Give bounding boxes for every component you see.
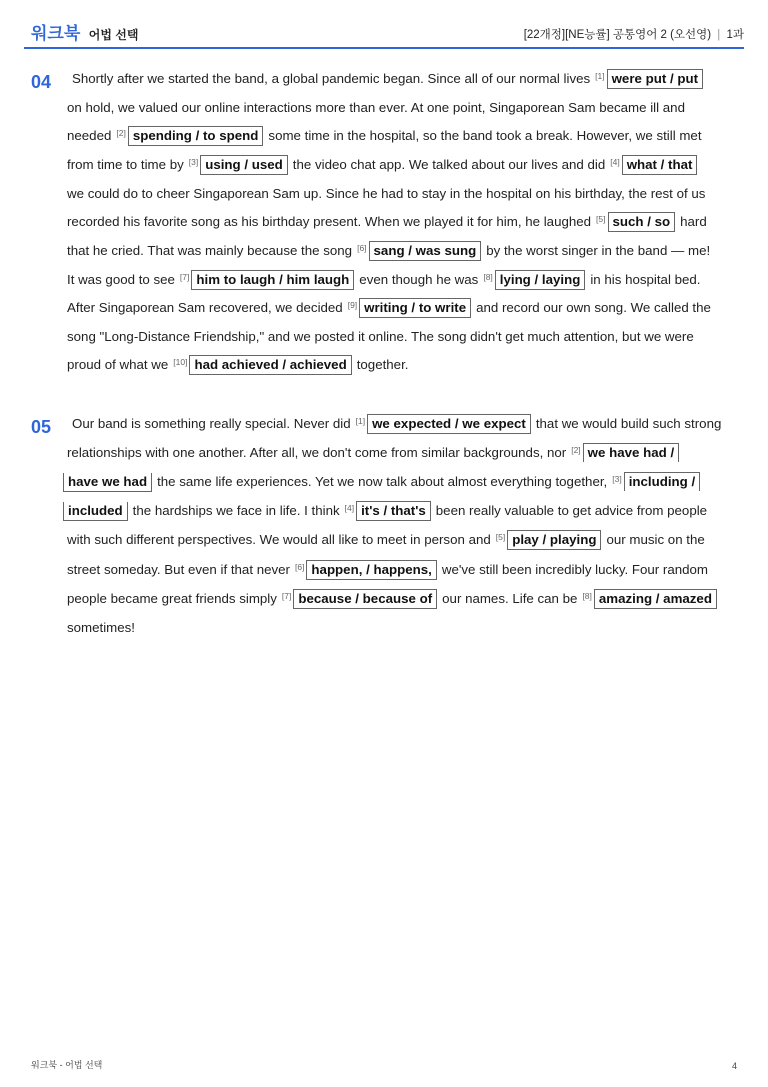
q04-text: on hold, we valued our online interactions more than ever. At one point, Singaporean Sam became ill and: [67, 100, 685, 115]
q04-text: the video chat app. We talked about our lives and did: [292, 157, 606, 172]
choice-box[interactable]: happen, / happens,: [306, 560, 436, 580]
brand-title: 워크북: [31, 24, 81, 43]
q05-line-1: [72, 414, 721, 434]
blank-number: [10]: [173, 357, 188, 367]
q05-line-3: [63, 472, 700, 492]
q04-text: in his hospital bed.: [590, 272, 701, 287]
page-number: 4: [731, 1061, 737, 1071]
brand-subtitle: 어법 선택: [88, 28, 139, 42]
choice-box[interactable]: such / so: [608, 212, 676, 232]
q05-text: relationships with one another. After all, we don't come from similar backgrounds, nor: [67, 445, 567, 460]
q04-line-6: [67, 212, 707, 232]
q04-text: needed: [67, 128, 112, 143]
course-info: [524, 26, 744, 42]
blank-number: [1]: [355, 416, 366, 426]
lesson-label: 1과: [726, 29, 744, 41]
q05-text: been really valuable to get advice from people: [435, 503, 708, 518]
choice-box[interactable]: have we had: [63, 473, 152, 492]
blank-number: [6]: [294, 562, 305, 572]
brand: [31, 19, 138, 44]
q04-line-9: [67, 298, 711, 318]
q05-line-5: [67, 530, 705, 550]
blank-number: [2]: [571, 445, 581, 455]
choice-box[interactable]: were put / put: [607, 69, 703, 89]
blank-number: [5]: [596, 214, 606, 224]
choice-box[interactable]: it's / that's: [356, 501, 431, 521]
q04-text: It was good to see: [67, 272, 175, 287]
q04-text: some time in the hospital, so the band took a break. However, we still met: [268, 128, 702, 143]
choice-box[interactable]: amazing / amazed: [594, 589, 717, 609]
page-header: [31, 18, 744, 48]
choice-box[interactable]: play / playing: [507, 530, 601, 550]
q04-text: by the worst singer in the band — me!: [486, 243, 711, 258]
q04-text: together.: [356, 357, 409, 372]
question-number-05: 05: [31, 417, 52, 437]
blank-number: [4]: [610, 157, 620, 167]
course-title: [22개정][NE능률] 공통영어 2 (오선영): [523, 29, 712, 41]
q05-line-7: [67, 589, 717, 609]
choice-box[interactable]: him to laugh / him laugh: [191, 270, 354, 290]
choice-box[interactable]: we expected / we expect: [367, 414, 531, 434]
q04-text: and record our own song. We called the: [476, 300, 711, 315]
blank-number: [5]: [495, 532, 506, 542]
q04-text: that he cried. That was mainly because the song: [67, 243, 353, 258]
header-divider: [24, 47, 744, 49]
q04-text: Shortly after we started the band, a global pandemic began. Since all of our normal lives: [72, 71, 591, 86]
blank-number: [8]: [582, 591, 592, 601]
q04-text: hard: [680, 214, 707, 229]
choice-box[interactable]: writing / to write: [359, 298, 471, 318]
choice-box[interactable]: what / that: [622, 155, 698, 175]
q05-text: Our band is something really special. Never did: [72, 416, 351, 431]
choice-box[interactable]: using / used: [200, 155, 288, 175]
blank-number: [2]: [116, 128, 126, 138]
q04-line-3: [67, 126, 702, 146]
q05-text: sometimes!: [67, 620, 135, 635]
q05-line-2: [67, 443, 679, 463]
choice-box[interactable]: because / because of: [293, 589, 437, 609]
q05-text: that we would build such strong: [535, 416, 722, 431]
q05-text: with such different perspectives. We would all like to meet in person and: [67, 532, 491, 547]
q04-line-2: [67, 98, 685, 118]
blank-number: [3]: [188, 157, 199, 167]
q05-line-4: [63, 501, 707, 521]
blank-number: [7]: [281, 591, 292, 601]
q04-text: song "Long-Distance Friendship," and we posted it online. The song didn't get much attention, but we were: [67, 329, 694, 344]
q04-line-5: [67, 184, 705, 204]
q04-line-4: [67, 155, 697, 175]
choice-box[interactable]: sang / was sung: [369, 241, 482, 261]
q04-text: from time to time by: [67, 157, 184, 172]
q04-line-11: [67, 355, 408, 375]
choice-box[interactable]: we have had /: [583, 443, 679, 462]
choice-box[interactable]: had achieved / achieved: [189, 355, 351, 375]
q04-line-1: [72, 69, 703, 89]
q05-text: street someday. But even if that never: [67, 562, 290, 577]
q04-text: proud of what we: [67, 357, 169, 372]
q05-text: people became great friends simply: [67, 591, 277, 606]
q04-line-10: [67, 327, 694, 347]
q04-line-7: [67, 241, 710, 261]
q05-line-6: [67, 560, 708, 580]
q04-text: After Singaporean Sam recovered, we decided: [67, 300, 343, 315]
q05-text: we've still been incredibly lucky. Four random: [441, 562, 708, 577]
q04-text: even though he was: [359, 272, 479, 287]
blank-number: [7]: [179, 272, 190, 282]
q04-line-8: [67, 270, 700, 290]
blank-number: [4]: [344, 503, 355, 513]
course-separator: |: [717, 29, 721, 41]
q05-text: our names. Life can be: [442, 591, 578, 606]
choice-box[interactable]: included: [63, 502, 128, 521]
blank-number: [3]: [612, 474, 622, 484]
choice-box[interactable]: lying / laying: [495, 270, 586, 290]
blank-number: [9]: [347, 300, 358, 310]
blank-number: [8]: [483, 272, 493, 282]
footer-label: 워크북 - 어법 선택: [31, 1060, 103, 1070]
q05-text: our music on the: [606, 532, 705, 547]
q04-text: recorded his favorite song as his birthday present. When we played it for him, he laughed: [67, 214, 592, 229]
q05-line-8: [67, 618, 135, 638]
choice-box[interactable]: including /: [624, 472, 700, 491]
q05-text: the same life experiences. Yet we now talk about almost everything together,: [157, 474, 608, 489]
blank-number: [6]: [357, 243, 367, 253]
blank-number: [1]: [595, 71, 605, 81]
question-number-04: 04: [31, 72, 52, 92]
q05-text: the hardships we face in life. I think: [132, 503, 340, 518]
q04-text: we could do to cheer Singaporean Sam up. Since he had to stay in the hospital on his birthday, the rest of us: [67, 186, 706, 201]
choice-box[interactable]: spending / to spend: [128, 126, 264, 146]
